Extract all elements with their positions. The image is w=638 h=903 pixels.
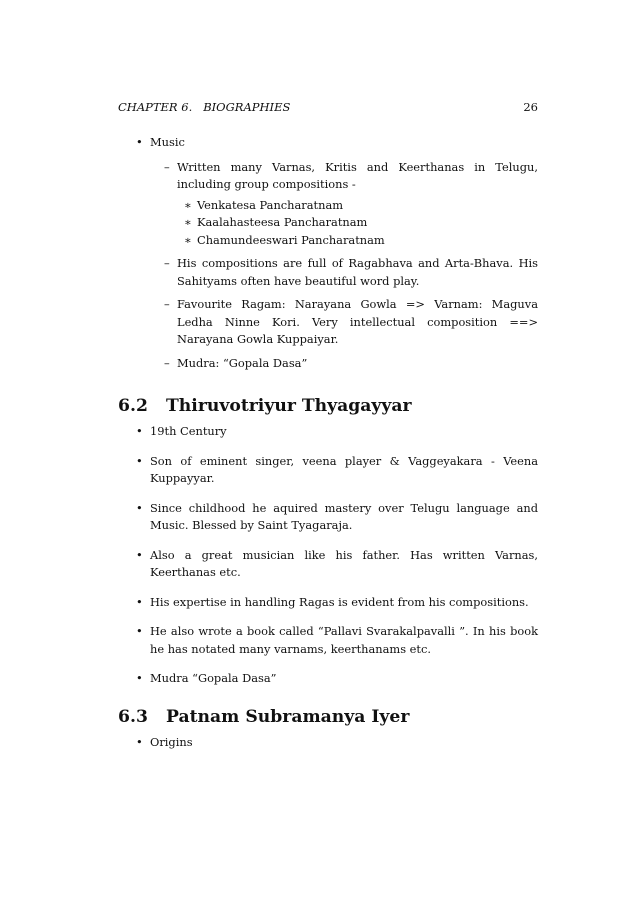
section-title: Patnam Subramanya Iyer (166, 706, 410, 727)
list-item: ∗ Chamundeeswari Pancharatnam (177, 232, 538, 250)
list-item: • Son of eminent singer, veena player & Vaggeyakara - Veena Kuppayyar. (118, 453, 538, 488)
list-item: ∗ Kaalahasteesa Pancharatnam (177, 214, 538, 232)
list-item: – Favourite Ragam: Narayana Gowla => Varnam: Maguva Ledha Ninne Kori. Very intellectual composition ==> Narayana Gowla Kuppaiyar. (150, 296, 538, 349)
music-sublist (150, 159, 538, 373)
running-header (118, 100, 538, 114)
section-number: 6.2 (118, 396, 148, 416)
list-item (118, 134, 538, 372)
page-content (118, 134, 538, 763)
list-item: • Since childhood he aquired mastery over Telugu language and Music. Blessed by Saint Tyagaraja. (118, 500, 538, 535)
chapter-title: CHAPTER 6. BIOGRAPHIES (118, 100, 291, 114)
list-item: • He also wrote a book called “Pallavi Svarakalpavalli ”. In his book he has notated many varnams, keerthanams etc. (118, 623, 538, 658)
list-item: – Mudra: “Gopala Dasa” (150, 355, 538, 373)
page-number: 26 (523, 100, 538, 114)
music-label: Music (150, 135, 185, 149)
section-6-2 (118, 395, 538, 688)
list-item: • Mudra “Gopala Dasa” (118, 670, 538, 688)
section-list (118, 423, 538, 688)
list-item: – His compositions are full of Ragabhava and Arta-Bhava. His Sahityams often have beautiful word play. (150, 255, 538, 290)
section-title: Thiruvotriyur Thyagayyar (166, 396, 412, 416)
list-item-text: Written many Varnas, Kritis and Keerthanas in Telugu, including group compositions - (177, 159, 538, 191)
section-heading (118, 395, 538, 417)
list-item: ∗ Venkatesa Pancharatnam (177, 197, 538, 215)
group-compositions-list (177, 197, 538, 250)
list-item: • His expertise in handling Ragas is evident from his compositions. (118, 594, 538, 612)
list-item: • 19th Century (118, 423, 538, 441)
music-list (118, 134, 538, 372)
section-number: 6.3 (118, 706, 148, 727)
list-item: • Origins (118, 734, 538, 752)
list-item: • Also a great musician like his father. Has written Varnas, Keerthanas etc. (118, 547, 538, 582)
section-heading (118, 706, 538, 728)
section-list (118, 734, 538, 752)
section-6-3 (118, 706, 538, 752)
list-item (150, 159, 538, 250)
